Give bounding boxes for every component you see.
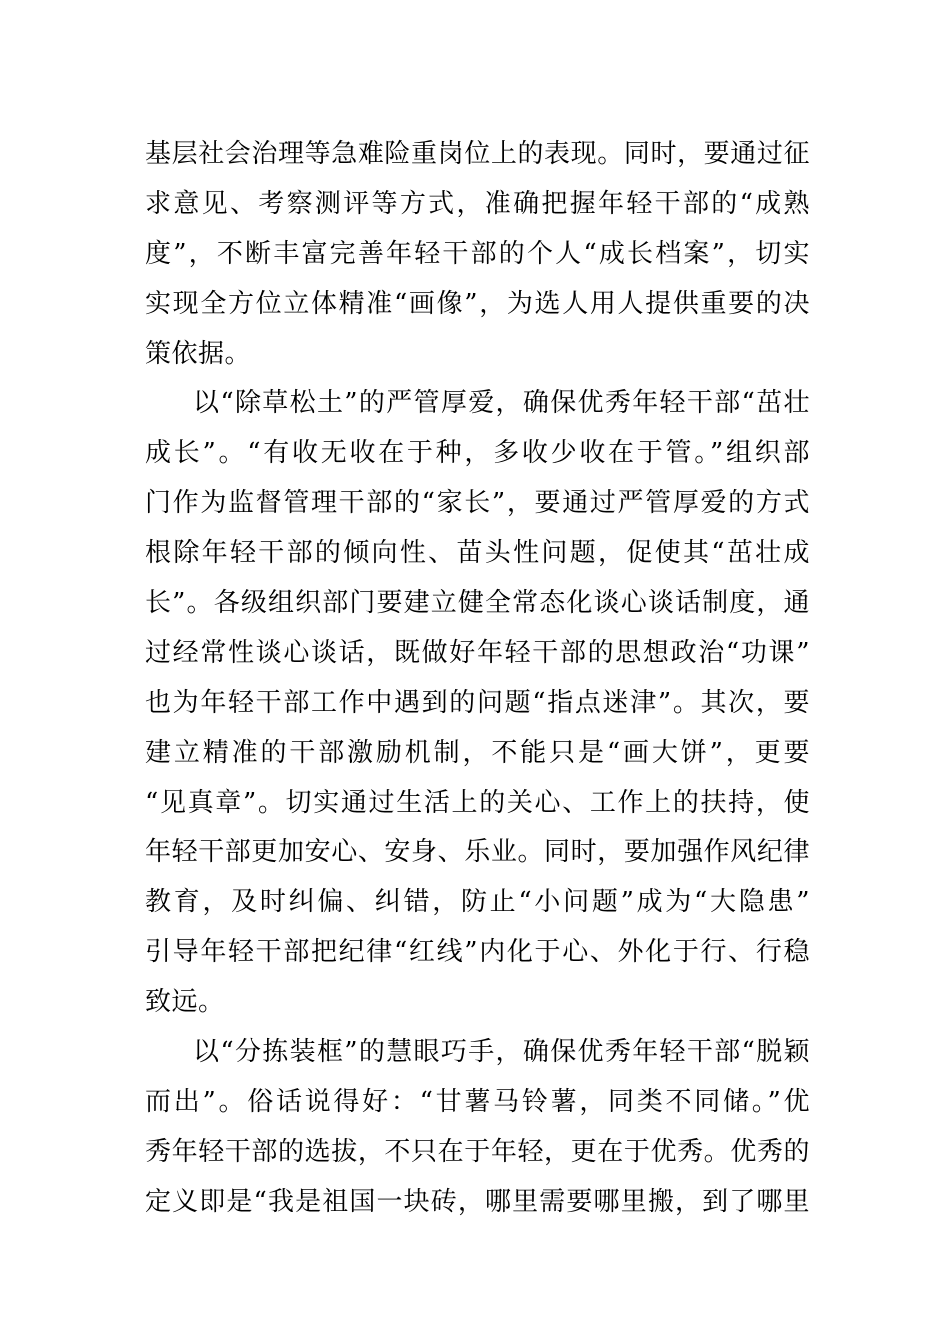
text-line: 实现全方位立体精准“画像”，为选人用人提供重要的决 (145, 288, 810, 319)
text-line: 年轻干部更加安心、安身、乐业。同时，要加强作风纪律 (145, 837, 810, 868)
text-line: “见真章”。切实通过生活上的关心、工作上的扶持，使 (145, 787, 810, 818)
text-line: 秀年轻干部的选拔，不只在于年轻，更在于优秀。优秀的 (145, 1136, 810, 1167)
text-line: 建立精准的干部激励机制，不能只是“画大饼”，更要 (145, 737, 810, 768)
text-line: 长”。各级组织部门要建立健全常态化谈心谈话制度，通 (145, 588, 810, 619)
text-line: 根除年轻干部的倾向性、苗头性问题，促使其“茁壮成 (145, 538, 810, 569)
text-line: 策依据。 (145, 338, 252, 369)
text-line: 成长”。“有收无收在于种，多收少收在于管。”组织部 (145, 438, 810, 469)
body-text (145, 130, 810, 1228)
text-line: 教育，及时纠偏、纠错，防止“小问题”成为“大隐患” (145, 887, 810, 918)
text-line: 基层社会治理等急难险重岗位上的表现。同时，要通过征 (145, 139, 810, 169)
paragraph-start-line: 以“除草松土”的严管厚爱，确保优秀年轻干部“茁壮 (193, 388, 810, 419)
text-line: 而出”。俗话说得好：“甘薯马铃薯，同类不同储。”优 (145, 1086, 810, 1117)
text-line: 引导年轻干部把纪律“红线”内化于心、外化于行、行稳 (145, 937, 810, 968)
text-line: 门作为监督管理干部的“家长”，要通过严管厚爱的方式 (145, 488, 810, 519)
text-line: 过经常性谈心谈话，既做好年轻干部的思想政治“功课” (145, 637, 810, 668)
text-line: 也为年轻干部工作中遇到的问题“指点迷津”。其次，要 (145, 687, 810, 718)
text-line: 致远。 (145, 987, 225, 1018)
paragraph-start-line: 以“分拣装框”的慧眼巧手，确保优秀年轻干部“脱颖 (193, 1037, 810, 1068)
text-line: 度”，不断丰富完善年轻干部的个人“成长档案”，切实 (145, 238, 810, 269)
text-line: 定义即是“我是祖国一块砖，哪里需要哪里搬，到了哪里 (145, 1186, 810, 1217)
text-line: 求意见、考察测评等方式，准确把握年轻干部的“成熟 (145, 188, 810, 219)
